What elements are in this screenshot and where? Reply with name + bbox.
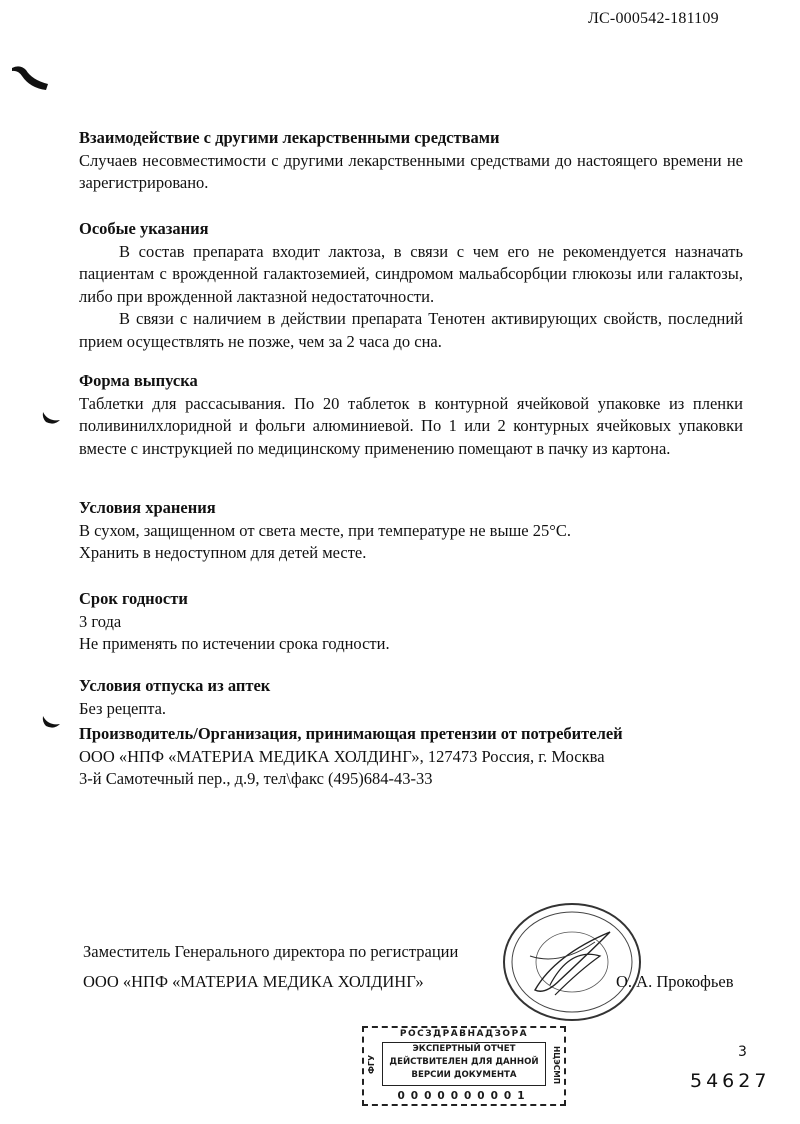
section-release-form <box>79 370 743 460</box>
signatory-title: Заместитель Генерального директора по регистрации <box>83 942 459 961</box>
stamp-number: 54627 <box>690 1070 771 1092</box>
section-paragraph: Случаев несовместимости с другими лекарственными средствами до настоящего времени не зарегистрировано. <box>79 150 743 192</box>
section-paragraph: В сухом, защищенном от света месте, при температуре не выше 25°С. <box>79 520 571 540</box>
scan-mark-icon <box>10 62 50 92</box>
section-paragraph: 3-й Самотечный пер., д.9, тел\факс (495)684-43-33 <box>79 769 433 788</box>
section-heading: Условия хранения <box>79 498 216 517</box>
registry-stamp-right: НЦЭСМП <box>552 1046 561 1084</box>
section-paragraph: Таблетки для рассасывания. По 20 таблеток в контурной ячейковой упаковке из пленки поливинилхлоридной и фольги алюминиевой. По 1 или 2 контурных ячейковых упаковки вместе с инструкцией по медицинскому применению помещают в пачку из картона. <box>79 393 743 458</box>
signatory-name: О. А. Прокофьев <box>616 972 734 991</box>
section-special-instructions <box>79 218 743 353</box>
company-seal-icon <box>500 900 645 1025</box>
registry-stamp <box>362 1026 566 1106</box>
scan-mark-icon <box>42 714 62 730</box>
section-paragraph: Хранить в недоступном для детей месте. <box>79 543 367 562</box>
section-heading: Срок годности <box>79 589 188 608</box>
section-shelf-life <box>79 588 743 656</box>
registry-stamp-top: РОСЗДРАВНАДЗОРА <box>399 1029 529 1039</box>
section-heading: Особые указания <box>79 219 209 238</box>
document-id: ЛС-000542-181109 <box>588 10 719 27</box>
section-paragraph: В состав препарата входит лактоза, в связи с чем его не рекомендуется назначать пациентам с врожденной галактоземией, синдромом мальабсорбции глюкозы или галактозы, либо при врожденной лактазной недостаточности. <box>79 241 743 306</box>
section-paragraph: В связи с наличием в действии препарата Тенотен активирующих свойств, последний прием осуществлять не позже, чем за 2 часа до сна. <box>79 309 743 351</box>
registry-stamp-left: ФГУ <box>367 1054 376 1074</box>
section-heading: Условия отпуска из аптек <box>79 676 271 695</box>
registry-stamp-text <box>382 1042 546 1086</box>
section-dispensing <box>79 675 743 720</box>
section-paragraph: Без рецепта. <box>79 698 167 718</box>
section-heading: Взаимодействие с другими лекарственными средствами <box>79 128 500 147</box>
section-paragraph: Не применять по истечении срока годности. <box>79 634 390 653</box>
section-paragraph: ООО «НПФ «МАТЕРИА МЕДИКА ХОЛДИНГ», 127473 Россия, г. Москва <box>79 746 605 766</box>
signatory-company: ООО «НПФ «МАТЕРИА МЕДИКА ХОЛДИНГ» <box>83 972 424 991</box>
registry-stamp-line: ДЕЙСТВИТЕЛЕН ДЛЯ ДАННОЙ <box>389 1057 539 1067</box>
page-number: 3 <box>738 1044 747 1060</box>
section-interactions <box>79 127 743 195</box>
registry-stamp-line: ЭКСПЕРТНЫЙ ОТЧЕТ <box>412 1044 516 1054</box>
section-heading: Производитель/Организация, принимающая претензии от потребителей <box>79 724 623 743</box>
scan-mark-icon <box>42 410 62 426</box>
section-manufacturer <box>79 723 743 791</box>
section-heading: Форма выпуска <box>79 371 198 390</box>
registry-stamp-number: 0000000001 <box>397 1090 531 1102</box>
section-paragraph: 3 года <box>79 611 122 631</box>
section-storage <box>79 497 743 565</box>
registry-stamp-line: ВЕРСИИ ДОКУМЕНТА <box>411 1070 517 1080</box>
